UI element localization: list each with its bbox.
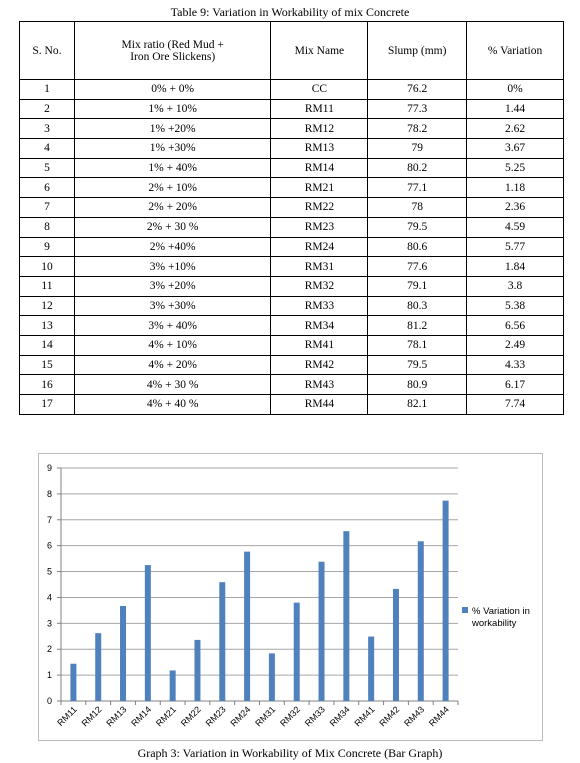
cell-sno: 5: [20, 158, 75, 178]
cell-slump: 80.2: [368, 158, 467, 178]
cell-slump: 80.3: [368, 296, 467, 316]
cell-slump: 79.1: [368, 276, 467, 296]
cell-sno: 4: [20, 139, 75, 159]
header-variation: % Variation: [467, 22, 564, 80]
bar: [219, 582, 225, 701]
cell-mix-name: RM41: [271, 335, 368, 355]
workability-table: [19, 21, 564, 415]
bar: [170, 670, 176, 701]
cell-sno: 3: [20, 119, 75, 139]
cell-mix-name: RM12: [271, 119, 368, 139]
cell-mix-ratio: 3% + 40%: [74, 316, 271, 336]
bar: [194, 640, 200, 701]
cell-mix-ratio: 1% +30%: [74, 139, 271, 159]
bar: [244, 552, 250, 701]
table-row: [20, 335, 564, 355]
bar: [319, 562, 325, 701]
table-row: [20, 316, 564, 336]
cell-slump: 79: [368, 139, 467, 159]
cell-mix-ratio: 2% + 30 %: [74, 217, 271, 237]
cell-variation: 5.38: [467, 296, 564, 316]
cell-mix-ratio: 3% +30%: [74, 296, 271, 316]
cell-mix-name: RM31: [271, 257, 368, 277]
y-tick-label: 8: [46, 488, 52, 499]
x-tick-label: RM31: [253, 704, 278, 729]
y-tick-label: 1: [46, 670, 52, 681]
x-tick-label: RM21: [154, 704, 179, 729]
cell-mix-name: RM43: [271, 375, 368, 395]
table-row: [20, 119, 564, 139]
cell-mix-name: RM22: [271, 198, 368, 218]
cell-slump: 79.5: [368, 217, 467, 237]
legend-label: % Variation in: [472, 606, 530, 617]
cell-mix-name: CC: [271, 80, 368, 100]
cell-sno: 15: [20, 355, 75, 375]
x-tick-label: RM33: [302, 704, 327, 729]
x-tick-label: RM23: [203, 704, 228, 729]
cell-variation: 4.59: [467, 217, 564, 237]
table-body: [20, 80, 564, 415]
bar: [368, 637, 374, 701]
bar: [443, 501, 449, 701]
cell-mix-ratio: 2% +40%: [74, 237, 271, 257]
table-row: [20, 395, 564, 415]
cell-variation: 6.56: [467, 316, 564, 336]
cell-mix-ratio: 4% + 20%: [74, 355, 271, 375]
cell-mix-name: RM44: [271, 395, 368, 415]
cell-sno: 16: [20, 375, 75, 395]
table-row: [20, 178, 564, 198]
cell-sno: 7: [20, 198, 75, 218]
cell-variation: 4.33: [467, 355, 564, 375]
table-caption: Table 9: Variation in Workability of mix Concrete: [170, 5, 410, 19]
cell-slump: 78: [368, 198, 467, 218]
cell-mix-ratio: 4% + 10%: [74, 335, 271, 355]
cell-slump: 81.2: [368, 316, 467, 336]
x-tick-label: RM42: [377, 704, 402, 729]
bar: [269, 653, 275, 701]
bar: [95, 633, 101, 701]
cell-mix-ratio: 4% + 40 %: [74, 395, 271, 415]
bar: [70, 664, 76, 701]
legend-label: workability: [472, 618, 517, 629]
table-row: [20, 276, 564, 296]
cell-variation: 5.77: [467, 237, 564, 257]
cell-sno: 11: [20, 276, 75, 296]
cell-slump: 78.1: [368, 335, 467, 355]
cell-slump: 79.5: [368, 355, 467, 375]
table-row: [20, 158, 564, 178]
cell-sno: 1: [20, 80, 75, 100]
y-tick-label: 7: [46, 514, 52, 525]
cell-sno: 2: [20, 99, 75, 119]
bar: [294, 603, 300, 701]
table-header-row: [20, 22, 564, 80]
cell-variation: 6.17: [467, 375, 564, 395]
cell-mix-ratio: 2% + 10%: [74, 178, 271, 198]
table-row: [20, 355, 564, 375]
x-tick-label: RM24: [228, 704, 253, 729]
y-tick-label: 4: [46, 592, 52, 603]
cell-mix-ratio: 3% +20%: [74, 276, 271, 296]
x-tick-label: RM41: [352, 704, 377, 729]
cell-variation: 1.44: [467, 99, 564, 119]
x-tick-label: RM13: [104, 704, 129, 729]
graph-caption: Graph 3: Variation in Workability of Mix Concrete (Bar Graph): [137, 746, 443, 760]
cell-variation: 0%: [467, 80, 564, 100]
y-tick-label: 5: [46, 566, 52, 577]
cell-variation: 2.49: [467, 335, 564, 355]
bar: [120, 606, 126, 701]
x-tick-label: RM12: [79, 704, 104, 729]
cell-sno: 9: [20, 237, 75, 257]
cell-slump: 77.1: [368, 178, 467, 198]
x-tick-label: RM44: [426, 704, 452, 729]
table-row: [20, 237, 564, 257]
cell-slump: 82.1: [368, 395, 467, 415]
bar: [418, 541, 424, 701]
cell-variation: 1.18: [467, 178, 564, 198]
y-tick-label: 9: [46, 463, 52, 473]
table-row: [20, 198, 564, 218]
cell-slump: 80.9: [368, 375, 467, 395]
bar: [393, 589, 399, 701]
cell-mix-name: RM14: [271, 158, 368, 178]
cell-mix-name: RM13: [271, 139, 368, 159]
header-mix-name: Mix Name: [271, 22, 368, 80]
cell-sno: 13: [20, 316, 75, 336]
cell-mix-ratio: 0% + 0%: [74, 80, 271, 100]
table-row: [20, 375, 564, 395]
header-mix-ratio: [74, 22, 271, 80]
cell-variation: 3.67: [467, 139, 564, 159]
cell-mix-name: RM32: [271, 276, 368, 296]
cell-slump: 78.2: [368, 119, 467, 139]
table-row: [20, 217, 564, 237]
x-tick-label: RM14: [129, 704, 154, 729]
cell-mix-name: RM33: [271, 296, 368, 316]
cell-variation: 7.74: [467, 395, 564, 415]
y-tick-label: 6: [46, 540, 52, 551]
cell-mix-name: RM42: [271, 355, 368, 375]
cell-slump: 80.6: [368, 237, 467, 257]
cell-mix-ratio: 1% +20%: [74, 119, 271, 139]
cell-variation: 3.8: [467, 276, 564, 296]
cell-mix-name: RM21: [271, 178, 368, 198]
bar: [145, 565, 151, 701]
cell-mix-name: RM24: [271, 237, 368, 257]
header-sno: S. No.: [20, 22, 75, 80]
y-tick-label: 0: [46, 696, 52, 706]
x-tick-label: RM11: [55, 704, 79, 728]
table-row: [20, 139, 564, 159]
table-row: [20, 80, 564, 100]
cell-slump: 77.3: [368, 99, 467, 119]
header-mix-ratio-line2: Iron Ore Slickens): [130, 50, 216, 63]
y-tick-label: 2: [46, 644, 52, 655]
table-row: [20, 296, 564, 316]
cell-sno: 14: [20, 335, 75, 355]
legend-swatch: [462, 607, 468, 613]
cell-mix-name: RM23: [271, 217, 368, 237]
cell-mix-name: RM34: [271, 316, 368, 336]
header-mix-ratio-line1: Mix ratio (Red Mud +: [121, 38, 224, 51]
cell-sno: 17: [20, 395, 75, 415]
cell-sno: 10: [20, 257, 75, 277]
cell-variation: 2.36: [467, 198, 564, 218]
cell-sno: 6: [20, 178, 75, 198]
cell-slump: 77.6: [368, 257, 467, 277]
table-row: [20, 99, 564, 119]
x-tick-label: RM32: [278, 704, 303, 729]
bar-chart: [38, 453, 543, 741]
cell-mix-ratio: 2% + 20%: [74, 198, 271, 218]
cell-variation: 2.62: [467, 119, 564, 139]
cell-mix-ratio: 4% + 30 %: [74, 375, 271, 395]
cell-sno: 12: [20, 296, 75, 316]
table-row: [20, 257, 564, 277]
cell-mix-ratio: 3% +10%: [74, 257, 271, 277]
cell-mix-ratio: 1% + 40%: [74, 158, 271, 178]
x-tick-label: RM22: [178, 704, 203, 729]
cell-mix-name: RM11: [271, 99, 368, 119]
bar: [343, 531, 349, 701]
x-tick-label: RM34: [327, 704, 352, 729]
cell-slump: 76.2: [368, 80, 467, 100]
cell-variation: 1.84: [467, 257, 564, 277]
y-tick-label: 3: [46, 618, 52, 629]
cell-mix-ratio: 1% + 10%: [74, 99, 271, 119]
cell-variation: 5.25: [467, 158, 564, 178]
header-slump: Slump (mm): [368, 22, 467, 80]
x-tick-label: RM43: [402, 704, 427, 729]
cell-sno: 8: [20, 217, 75, 237]
